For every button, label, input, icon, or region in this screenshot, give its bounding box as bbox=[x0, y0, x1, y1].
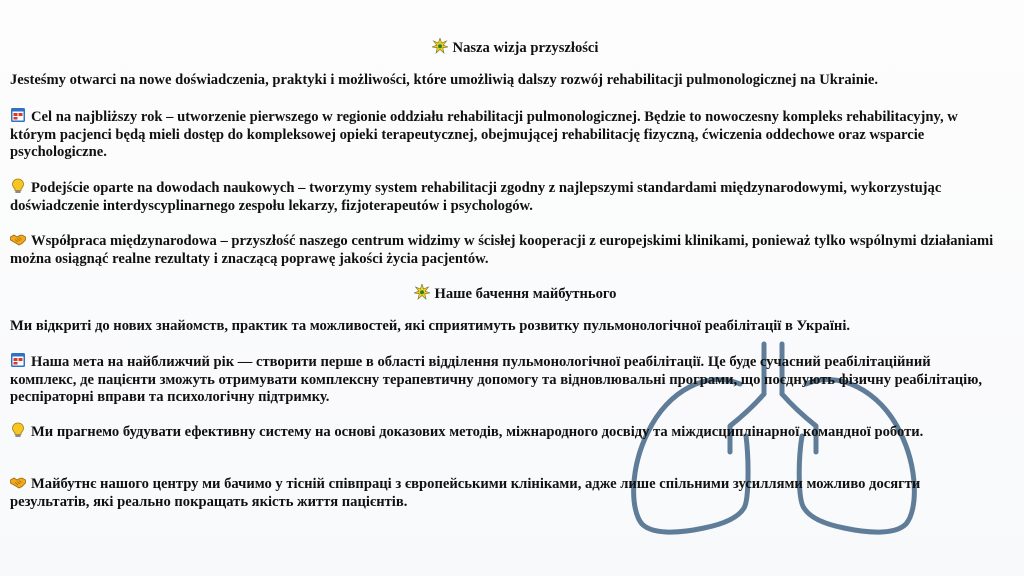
ukrainian-heading-text: Наше бачення майбутнього bbox=[434, 286, 617, 302]
polish-approach-text: Podejście oparte na dowodach naukowych – tworzymy system rehabilitacji zgodny z najlepszymi standardami międzynarodowymi, wykorzystując doświadczenie interdyscyplinarnego zespołu lekarzy, fizjoterapeutów i psychologów. bbox=[10, 180, 942, 214]
polish-cooperation-paragraph bbox=[10, 231, 1000, 268]
light-bulb-icon bbox=[10, 422, 26, 438]
ukrainian-approach-paragraph bbox=[10, 422, 1000, 442]
polish-goal-text: Cel na najbliższy rok – utworzenie pierwszego w regionie oddziału rehabilitacji pulmonologicznej. Będzie to nowoczesny kompleks rehabilitacyjny, w którym pacjenci będą mieli dostęp do kompleksowej opieki terapeutycznej, obejmującej rehabilitację fizyczną, ćwiczenia oddechowe oraz wsparcie psychologiczne. bbox=[10, 109, 958, 160]
ukrainian-goal-paragraph bbox=[10, 352, 1000, 407]
ukrainian-cooperation-text: Майбутнє нашого центру ми бачимо у тісній співпраці з європейськими клініками, адже лише спільними зусиллями можливо досягти результатів, які реально покращать якість життя пацієнтів. bbox=[10, 476, 921, 510]
sparkle-star-icon bbox=[414, 284, 430, 300]
ukrainian-approach-text: Ми прагнемо будувати ефективну систему на основі доказових методів, міжнародного досвіду та міждисциплінарної командної роботи. bbox=[31, 424, 924, 440]
ukrainian-heading bbox=[10, 284, 1020, 304]
ukrainian-intro: Ми відкриті до нових знайомств, практик та можливостей, які сприятимуть розвитку пульмонологічної реабілітації в Україні. bbox=[10, 318, 851, 334]
polish-heading bbox=[10, 38, 1020, 58]
ukrainian-goal-text: Наша мета на найближчий рік — створити перше в області відділення пульмонологічної реабілітації. Це буде сучасний реабілітаційний комплекс, де пацієнти зможуть отримувати комплексну терапевтичну допомогу та відновлювальні програми, що поєднують фізичну реабілітацію, респіраторні вправи та психологічну підтримку. bbox=[10, 354, 983, 405]
light-bulb-icon bbox=[10, 178, 26, 194]
calendar-icon bbox=[10, 107, 26, 123]
polish-intro: Jesteśmy otwarci na nowe doświadczenia, praktyki i możliwości, które umożliwią dalszy rozwój rehabilitacji pulmonologicznej na Ukrainie. bbox=[10, 72, 879, 88]
handshake-icon bbox=[10, 231, 26, 247]
handshake-icon bbox=[10, 474, 26, 490]
polish-heading-text: Nasza wizja przyszłości bbox=[452, 40, 599, 56]
polish-approach-paragraph bbox=[10, 178, 1000, 215]
calendar-icon bbox=[10, 352, 26, 368]
sparkle-star-icon bbox=[432, 38, 448, 54]
ukrainian-cooperation-paragraph bbox=[10, 474, 1000, 511]
polish-cooperation-text: Współpraca międzynarodowa – przyszłość naszego centrum widzimy w ścisłej kooperacji z europejskimi klinikami, ponieważ tylko wspólnymi działaniami można osiągnąć realne rezultaty i znaczącą poprawę jakości życia pacjentów. bbox=[10, 233, 994, 267]
polish-goal-paragraph bbox=[10, 107, 1000, 162]
